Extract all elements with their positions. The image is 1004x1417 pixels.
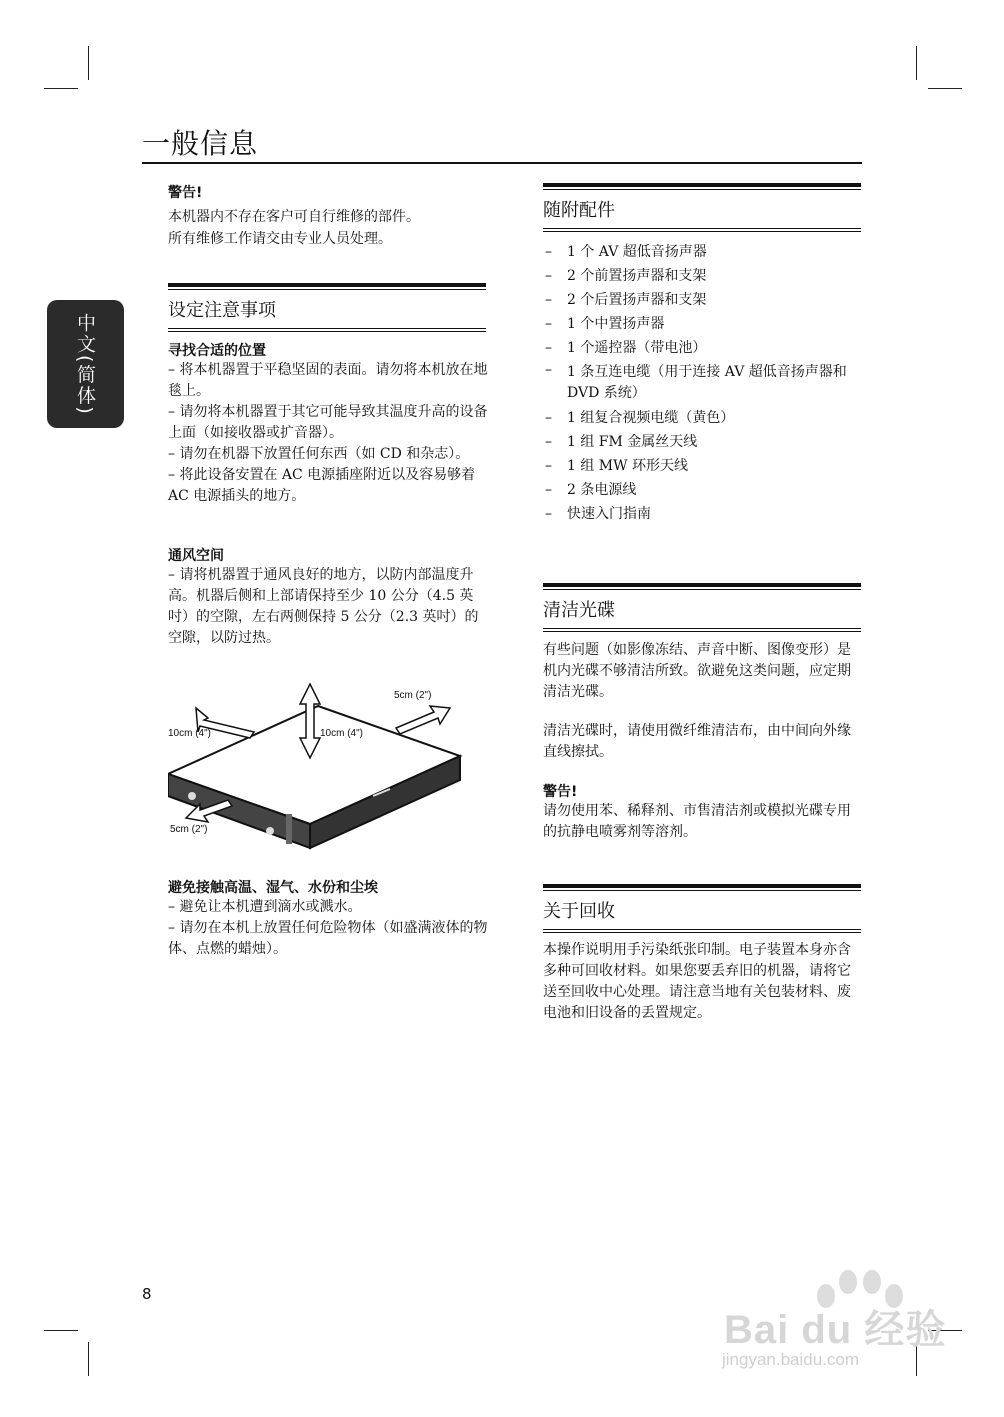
watermark-url: jingyan.baidu.com xyxy=(722,1350,860,1369)
list-item: – 1 组复合视频电缆（黄色） xyxy=(545,410,735,426)
page-number: 8 xyxy=(142,1285,152,1303)
list-item: – 1 条互连电缆（用于连接 AV 超低音扬声器和DVD 系统） xyxy=(545,362,847,401)
section-header-accessories xyxy=(543,183,861,232)
watermark xyxy=(712,1266,952,1378)
diagram-label: 10cm (4") xyxy=(320,728,364,739)
subheading: 寻找合适的位置 xyxy=(168,343,266,359)
diagram-label: 10cm (4") xyxy=(168,728,212,739)
warning-line: 所有维修工作请交由专业人员处理。 xyxy=(168,231,392,247)
list-item: – 1 组 FM 金属丝天线 xyxy=(545,434,698,450)
crop-mark xyxy=(916,46,917,80)
accessory-list xyxy=(543,240,863,526)
list-item: – 2 个后置扬声器和支架 xyxy=(545,292,707,308)
paragraph: 本操作说明用手污染纸张印制。电子装置本身亦含多种可回收材料。如果您要丢弃旧的机器，请将它送至回收中心处理。请注意当地有关包装材料、废电池和旧设备的丢置规定。 xyxy=(543,942,851,1021)
device-illustration xyxy=(168,676,486,856)
page-title: 一般信息 xyxy=(142,127,259,160)
cleaning-block xyxy=(543,640,863,843)
list-item: – 1 个遥控器（带电池） xyxy=(545,340,707,356)
crop-mark xyxy=(44,1330,78,1331)
section-header-recycling xyxy=(543,884,861,933)
warning-line: 本机器内不存在客户可自行维修的部件。 xyxy=(168,209,420,225)
subheading: 避免接触高温、湿气、水份和尘埃 xyxy=(168,880,378,896)
diagram-label: 5cm (2") xyxy=(170,824,208,835)
watermark-logo: Bai du 经验 xyxy=(724,1308,947,1352)
section-header-cleaning xyxy=(543,583,861,632)
warning-title: 警告! xyxy=(168,185,203,201)
crop-mark xyxy=(44,88,78,89)
language-tab xyxy=(47,300,124,428)
list-item: – 2 个前置扬声器和支架 xyxy=(545,268,707,284)
title-rule xyxy=(142,162,862,164)
avoid-block xyxy=(168,877,488,960)
section-heading: 清洁光碟 xyxy=(543,600,615,621)
language-tab-label: 中文(简体) xyxy=(74,312,96,416)
warning-title: 警告! xyxy=(543,784,578,800)
section-heading: 随附配件 xyxy=(543,200,615,221)
subheading: 通风空间 xyxy=(168,548,224,564)
crop-mark xyxy=(88,1342,89,1376)
paragraph: 清洁光碟时，请使用微纤维清洁布，由中间向外缘直线擦拭。 xyxy=(543,723,851,760)
section-heading: 设定注意事项 xyxy=(168,300,276,321)
crop-mark xyxy=(928,88,962,89)
list-item: – 快速入门指南 xyxy=(545,506,651,522)
list-item: – 2 条电源线 xyxy=(545,482,637,498)
crop-mark xyxy=(88,46,89,80)
section-header-setup xyxy=(168,283,486,332)
paragraph: 有些问题（如影像冻结、声音中断、图像变形）是机内光碟不够清洁所致。欲避免这类问题，应定期清洁光碟。 xyxy=(543,642,851,700)
warning-block xyxy=(168,182,488,250)
paragraph: – 避免让本机遭到滴水或溅水。 – 请勿在本机上放置任何危险物体（如盛满液体的物体、点燃的蜡烛）。 xyxy=(168,899,488,957)
ventilation-block xyxy=(168,545,488,649)
list-item: – 1 个中置扬声器 xyxy=(545,316,665,332)
paragraph: – 请将机器置于通风良好的地方，以防内部温度升高。机器后侧和上部请保持至少 10 公分（4.5 英吋）的空隙，左右两侧保持 5 公分（2.3 英吋）的空隙，以防过热。 xyxy=(168,567,479,646)
paragraph: – 将本机器置于平稳坚固的表面。请勿将本机放在地毯上。 – 请勿将本机器置于其它可能导致其温度升高的设备上面（如接收器或扩音器）。 – 请勿在机器下放置任何东西（如 CD 和杂志）。 – 将此设备安置在 AC 电源插座附近以及容易够着 AC 电源插头的地方。 xyxy=(168,362,488,504)
recycling-block xyxy=(543,940,863,1024)
find-place-block xyxy=(168,340,488,507)
paragraph: 请勿使用苯、稀释剂、市售清洁剂或模拟光碟专用的抗静电喷雾剂等溶剂。 xyxy=(543,803,851,840)
diagram-label: 5cm (2") xyxy=(394,690,432,701)
section-heading: 关于回收 xyxy=(543,901,615,922)
ventilation-diagram xyxy=(168,676,486,856)
list-item: – 1 个 AV 超低音扬声器 xyxy=(545,244,707,260)
list-item: – 1 组 MW 环形天线 xyxy=(545,458,688,474)
